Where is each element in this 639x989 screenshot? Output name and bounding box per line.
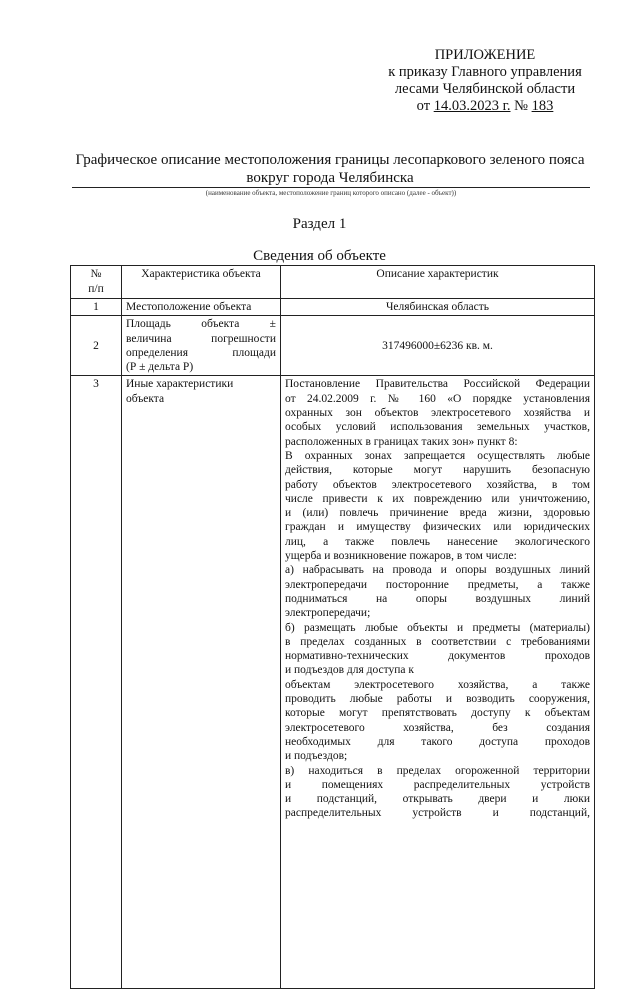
title-note: (наименование объекта, местоположение границ которого описано (далее - объект)) [205,189,457,197]
order-date: 14.03.2023 г. [433,98,511,114]
date-prefix: от [416,98,431,114]
appendix-line-2: лесами Челябинской области [394,81,576,97]
appendix-line-1: к приказу Главного управления [388,64,582,80]
title-line-2: вокруг города Челябинска [246,170,414,186]
description-line: особых условий использования земельных участков, [285,421,590,434]
header-no [71,266,122,299]
row-number: 3 [71,376,122,989]
description-line: необходимых для такого доступа проходов [285,735,590,748]
description-line: действия, которые могут нарушить безопасную [285,464,590,477]
description-line: в) находиться в пределах огороженной территории [285,764,590,777]
table-row [71,316,595,376]
header-description: Описание характеристик [281,266,595,299]
characteristic-line: Иные характеристики [126,378,234,391]
row-characteristic [122,316,281,376]
characteristic-line: Площадь объекта ± [126,318,276,331]
number-prefix: № [514,98,528,114]
description-line: расположенных в границах таких зон» пункт 8: [285,435,518,448]
row-characteristic [122,376,281,989]
subsection-heading: Сведения об объекте [253,248,386,264]
description-line: от 24.02.2009 г. № 160 «О порядке установления [285,392,590,405]
row-description: 317496000±6236 кв. м. [281,316,595,376]
header-no-line-2: п/п [88,283,104,295]
description-line: и помещениях распределительных устройств [285,778,590,791]
description-line: В охранных зонах запрещается осуществлять любые [285,449,590,462]
row-description [281,376,595,989]
description-line: работу объектов электросетевого хозяйства, в том [285,478,590,491]
object-info-table [70,265,595,989]
description-line: Постановление Правительства Российской Федерации [285,378,590,391]
header-no-line-1: № [90,268,102,280]
description-line: электропередачи; [285,607,371,620]
title-underline [72,187,590,188]
characteristic-line: величина погрешности [126,332,276,345]
description-line: и подстанций, открывать двери и люки [285,793,590,806]
characteristic-line: (Р ± дельта Р) [126,361,194,374]
description-line: электросетевого хозяйства, без создания [285,721,590,734]
description-line: и (или) повлечь причинение вреда жизни, здоровью [285,507,590,520]
description-line: нормативно-технических документов проходов [285,650,590,663]
description-line: которые могут препятствовать доступу к объектам [285,707,590,720]
table-header-row [71,266,595,299]
description-line: проводить любые работы и возводить сооружения, [285,693,590,706]
description-line: объектам электросетевого хозяйства, а также [285,678,590,691]
description-line: и подъездов; [285,750,348,763]
appendix-title: ПРИЛОЖЕНИЕ [434,47,536,63]
appendix-block [360,47,610,115]
document-title [60,151,600,187]
row-characteristic: Местоположение объекта [122,299,281,316]
description-line: лиц, а также повлечь нанесение экологического [285,535,590,548]
description-line: граждан и имуществу физических или юридических [285,521,590,534]
description-line: а) набрасывать на провода и опоры воздушных линий [285,564,590,577]
description-line: распределительных устройств и подстанций, [285,807,590,820]
table-row [71,376,595,989]
characteristic-line: определения площади [126,346,276,359]
description-line: охранных зон объектов электросетевого хозяйства и [285,407,590,420]
row-description: Челябинская область [281,299,595,316]
row-number: 1 [71,299,122,316]
order-number: 183 [531,98,554,114]
description-line: числе привести к их повреждению или уничтожению, [285,492,590,505]
description-line: и подъездов для доступа к [285,664,414,677]
characteristic-line: объекта [126,392,165,405]
appendix-date-line [360,98,610,115]
description-line: подниматься на опоры воздушных линий [285,592,590,605]
description-line: электропередачи посторонние предметы, а также [285,578,590,591]
description-line: б) размещать любые объекты и предметы (материалы) [285,621,590,634]
header-characteristic: Характеристика объекта [122,266,281,299]
description-line: в пределах созданных в соответствии с требованиями [285,635,590,648]
section-heading: Раздел 1 [292,216,347,232]
title-line-1: Графическое описание местоположения границы лесопаркового зеленого пояса [75,152,585,168]
row-number: 2 [71,316,122,376]
description-line: ущерба и возникновение пожаров, в том числе: [285,550,517,563]
table-row [71,299,595,316]
